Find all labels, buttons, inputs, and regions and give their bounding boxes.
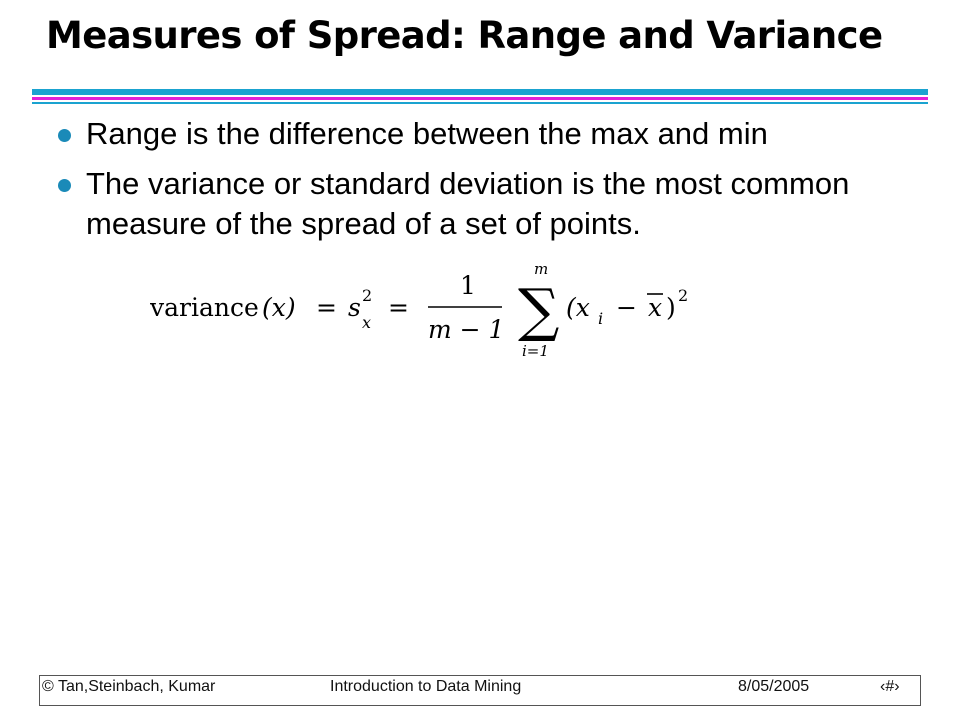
formula-s-sup: 2: [362, 286, 373, 305]
variance-formula: [150, 258, 730, 368]
slide-title: Measures of Spread: Range and Variance: [46, 14, 883, 57]
formula-equals-1: =: [316, 293, 337, 322]
title-rule-middle: [32, 97, 928, 100]
formula-s: s: [348, 293, 361, 322]
formula-frac-num: 1: [460, 271, 476, 300]
title-rule-bottom: [32, 102, 928, 104]
footer-authors: © Tan,Steinbach, Kumar: [42, 678, 216, 695]
formula-sum-top: m: [534, 260, 549, 278]
formula-equals-2: =: [388, 293, 409, 322]
bullet-item-range: [52, 114, 932, 154]
formula-term-sup: 2: [678, 286, 689, 305]
bullet-text: Range is the difference between the max and min: [86, 116, 768, 151]
formula-sum-symbol: ∑: [518, 276, 560, 344]
bullet-dot-icon: [58, 179, 71, 192]
formula-term-minus: −: [616, 293, 637, 322]
formula-sum-bottom: i=1: [522, 342, 549, 360]
formula-term-open: (x: [566, 293, 590, 322]
formula-term-xbar: x: [648, 293, 663, 322]
bullet-dot-icon: [58, 129, 71, 142]
formula-s-sub: x: [362, 313, 372, 332]
formula-term-close: ): [666, 293, 676, 322]
bullet-list: [52, 114, 932, 254]
formula-lhs-arg: (x): [262, 293, 296, 322]
title-rule-top: [32, 89, 928, 95]
bullet-item-variance: [52, 164, 932, 244]
footer-course: Introduction to Data Mining: [330, 678, 522, 695]
bullet-text: The variance or standard deviation is the most common measure of the spread of a set of points.: [86, 166, 850, 241]
footer-page-number: ‹#›: [880, 678, 900, 695]
formula-frac-den: m − 1: [428, 315, 505, 344]
footer-date: 8/05/2005: [738, 678, 810, 695]
formula-lhs-word: variance: [150, 293, 259, 322]
formula-term-sub: i: [598, 309, 604, 328]
